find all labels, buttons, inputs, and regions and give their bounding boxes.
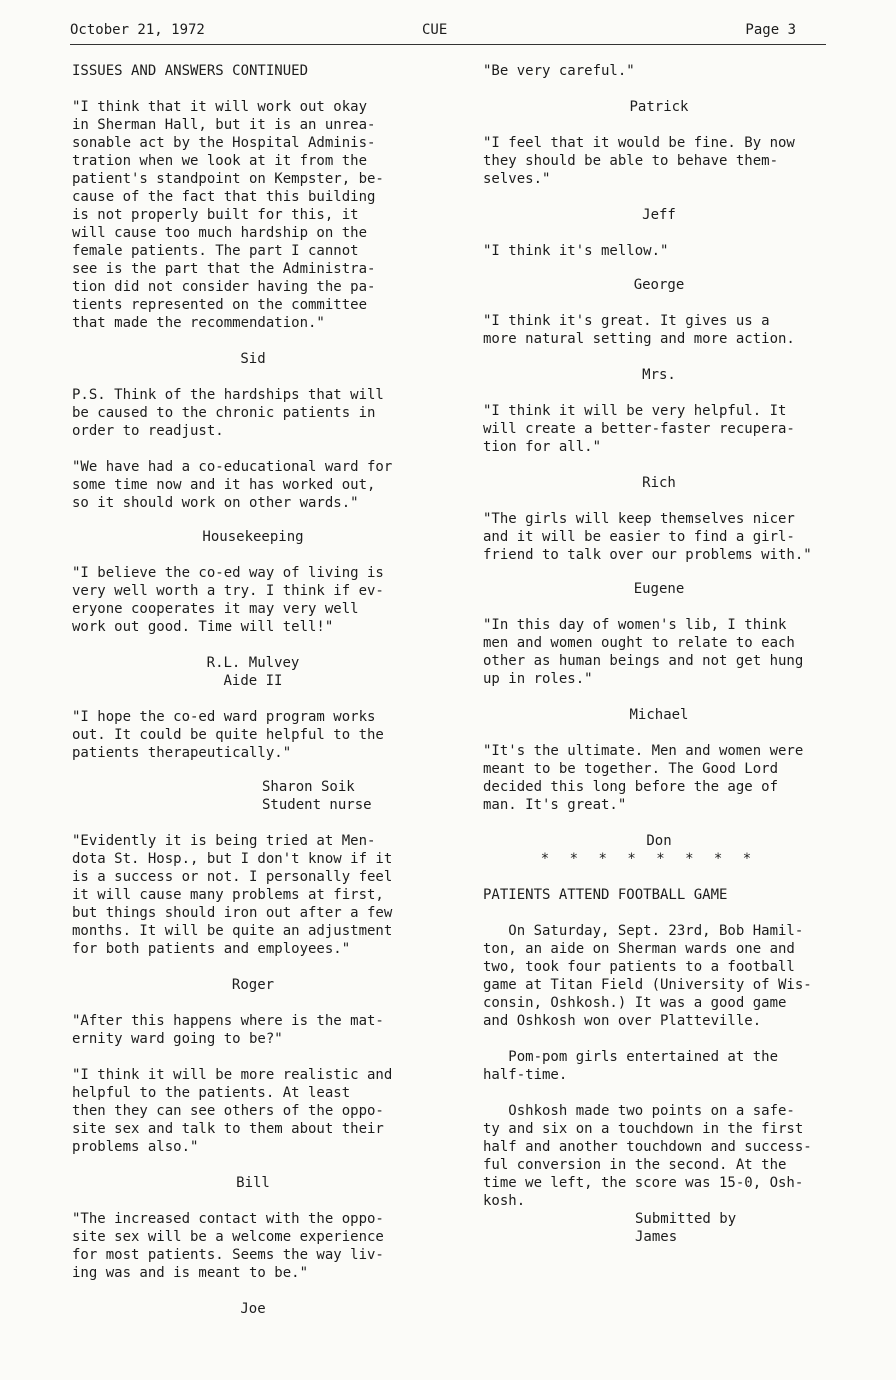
quote: "I believe the co-ed way of living is very well worth a try. I think if ev- eryone cooperates it may very well work out good. Time will tell!" bbox=[72, 565, 384, 635]
quote: "It's the ultimate. Men and women were meant to be together. The Good Lord decided this long before the age of man. It's great." bbox=[483, 743, 804, 813]
quote: "I think it's great. It gives us a more natural setting and more action. bbox=[483, 313, 795, 347]
page-number: Page 3 bbox=[745, 22, 796, 38]
quote: "The girls will keep themselves nicer and it will be easier to find a girl- friend to talk over our problems with." bbox=[483, 511, 812, 563]
quote: "I think it's mellow." bbox=[483, 243, 669, 259]
quote: "Evidently it is being tried at Men- dota St. Hosp., but I don't know if it is a success or not. I personally feel it will cause many problems at first, but things should iron out after a few months. It will be quite an adjustment for both patients and employees." bbox=[72, 833, 393, 957]
quote: "In this day of women's lib, I think men and women ought to relate to each other as human beings and not get hung up in roles." bbox=[483, 617, 804, 687]
signature: Bill bbox=[236, 1175, 270, 1191]
quote: "Be very careful." bbox=[483, 63, 635, 79]
quote: "I feel that it would be fine. By now they should be able to behave them- selves." bbox=[483, 135, 795, 187]
section-divider: * * * * * * * * bbox=[540, 851, 758, 867]
issue-date: October 21, 1972 bbox=[70, 22, 205, 38]
article-paragraph: Oshkosh made two points on a safe- ty and six on a touchdown in the first half and another touchdown and success- ful conversion in the second. At the time we left, the score was 15-0, Osh- kosh. bbox=[483, 1103, 812, 1209]
signature: Housekeeping bbox=[202, 529, 304, 545]
signature: George bbox=[633, 277, 685, 293]
submitted-by: Submitted by James bbox=[635, 1211, 737, 1245]
section-heading: ISSUES AND ANSWERS CONTINUED bbox=[72, 63, 309, 79]
signature: R.L. Mulvey Aide II bbox=[206, 655, 300, 689]
quote: "I think it will be more realistic and helpful to the patients. At least then they can see others of the oppo- site sex and talk to them about their problems also." bbox=[72, 1067, 393, 1155]
signature: Mrs. bbox=[642, 367, 676, 383]
signature: Roger bbox=[231, 977, 275, 993]
quote: "We have had a co-educational ward for some time now and it has worked out, so it should work on other wards." bbox=[72, 459, 393, 511]
quote: "I hope the co-ed ward program works out. It could be quite helpful to the patients therapeutically." bbox=[72, 709, 384, 761]
article-heading: PATIENTS ATTEND FOOTBALL GAME bbox=[483, 887, 728, 903]
quote: "I think that it will work out okay in Sherman Hall, but it is an unrea- sonable act by the Hospital Adminis- tration when we look at it from the patient's standpoint on Kempster, be- cause of the fact that this building is not properly built for this, it will cause too much hardship on the female patients. The part I cannot see is the part that the Administra- tion did not consider having the pa- tients represented on the committee that made the recommendation." bbox=[72, 99, 384, 331]
right-column bbox=[483, 62, 835, 1246]
quote: "I think it will be very helpful. It will create a better-faster recupera- tion for all." bbox=[483, 403, 795, 455]
signature: Michael bbox=[629, 707, 689, 723]
signature: Rich bbox=[642, 475, 676, 491]
signature: Sharon Soik Student nurse bbox=[262, 779, 372, 813]
signature: Sid bbox=[240, 351, 266, 367]
article-paragraph: Pom-pom girls entertained at the half-time. bbox=[483, 1049, 779, 1083]
signature: Eugene bbox=[633, 581, 685, 597]
page-header bbox=[70, 22, 826, 45]
signature: Patrick bbox=[629, 99, 689, 115]
quote: "The increased contact with the oppo- site sex will be a welcome experience for most patients. Seems the way liv- ing was and is meant to be." bbox=[72, 1211, 384, 1281]
postscript: P.S. Think of the hardships that will be caused to the chronic patients in order to readjust. bbox=[72, 387, 384, 439]
signature: Jeff bbox=[642, 207, 676, 223]
left-column bbox=[72, 62, 434, 1318]
article-paragraph: On Saturday, Sept. 23rd, Bob Hamil- ton, an aide on Sherman wards one and two, took four patients to a football game at Titan Field (University of Wis- consin, Oshkosh.) It was a good game and Oshkosh won over Platteville. bbox=[483, 923, 812, 1029]
signature: Joe bbox=[240, 1301, 266, 1317]
signature: Don bbox=[646, 833, 672, 849]
quote: "After this happens where is the mat- ernity ward going to be?" bbox=[72, 1013, 384, 1047]
publication-name: CUE bbox=[422, 22, 448, 38]
